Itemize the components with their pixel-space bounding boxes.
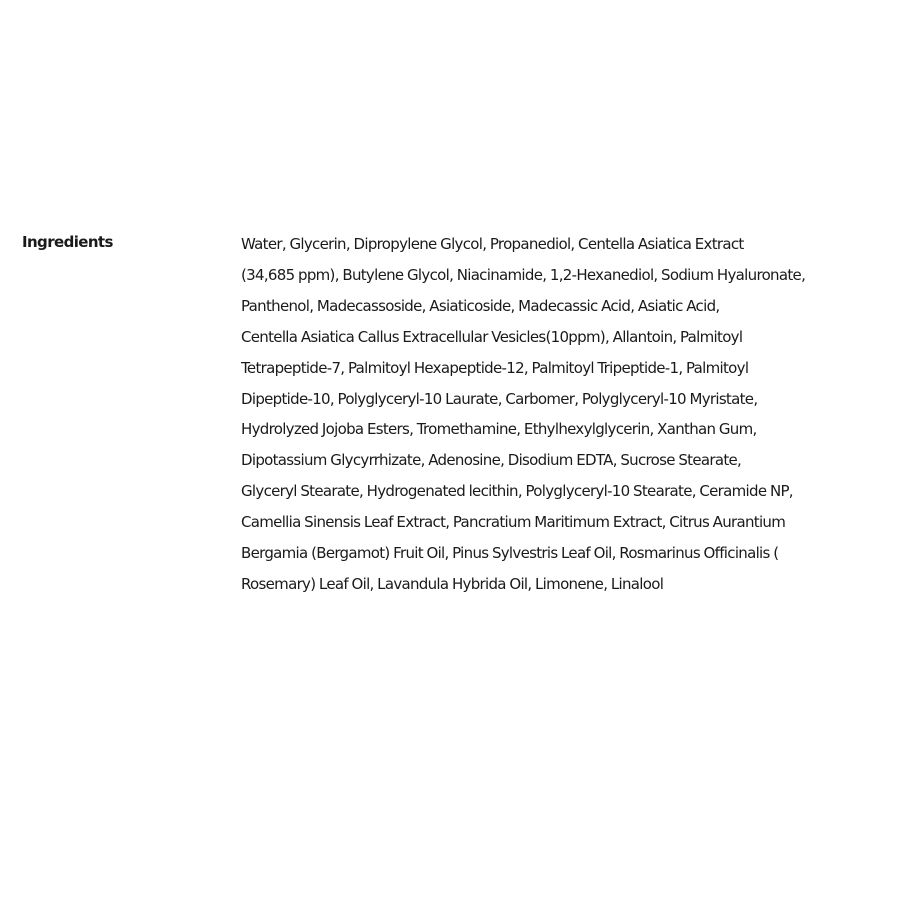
ingredient-line: Camellia Sinensis Leaf Extract, Pancratium Maritimum Extract, Citrus Aurantium — [241, 513, 786, 532]
ingredient-line: Dipotassium Glycyrrhizate, Adenosine, Disodium EDTA, Sucrose Stearate, — [241, 451, 742, 470]
ingredient-line: Centella Asiatica Callus Extracellular Vesicles(10ppm), Allantoin, Palmitoyl — [241, 327, 743, 346]
ingredient-line: Hydrolyzed Jojoba Esters, Tromethamine, Ethylhexylglycerin, Xanthan Gum, — [241, 420, 757, 439]
ingredient-line: Glyceryl Stearate, Hydrogenated lecithin, Polyglyceryl-10 Stearate, Ceramide NP, — [241, 482, 793, 501]
ingredient-line: Water, Glycerin, Dipropylene Glycol, Propanediol, Centella Asiatica Extract — [241, 235, 744, 253]
ingredients-scroll-area[interactable] — [241, 229, 881, 593]
ingredient-line: Tetrapeptide-7, Palmitoyl Hexapeptide-12, Palmitoyl Tripeptide-1, Palmitoyl — [241, 358, 749, 377]
ingredient-line: (34,685 ppm), Butylene Glycol, Niacinamide, 1,2-Hexanediol, Sodium Hyaluronate, — [241, 265, 806, 284]
ingredients-list — [241, 229, 881, 600]
ingredient-line: Bergamia (Bergamot) Fruit Oil, Pinus Sylvestris Leaf Oil, Rosmarinus Officinalis ( — [241, 544, 779, 563]
ingredient-line: Panthenol, Madecassoside, Asiaticoside, Madecassic Acid, Asiatic Acid, — [241, 296, 720, 315]
section-heading: Ingredients — [22, 233, 113, 251]
ingredient-line: Rosemary) Leaf Oil, Lavandula Hybrida Oil, Limonene, Linalool — [241, 574, 664, 593]
ingredient-line: Dipeptide-10, Polyglyceryl-10 Laurate, Carbomer, Polyglyceryl-10 Myristate, — [241, 389, 758, 408]
